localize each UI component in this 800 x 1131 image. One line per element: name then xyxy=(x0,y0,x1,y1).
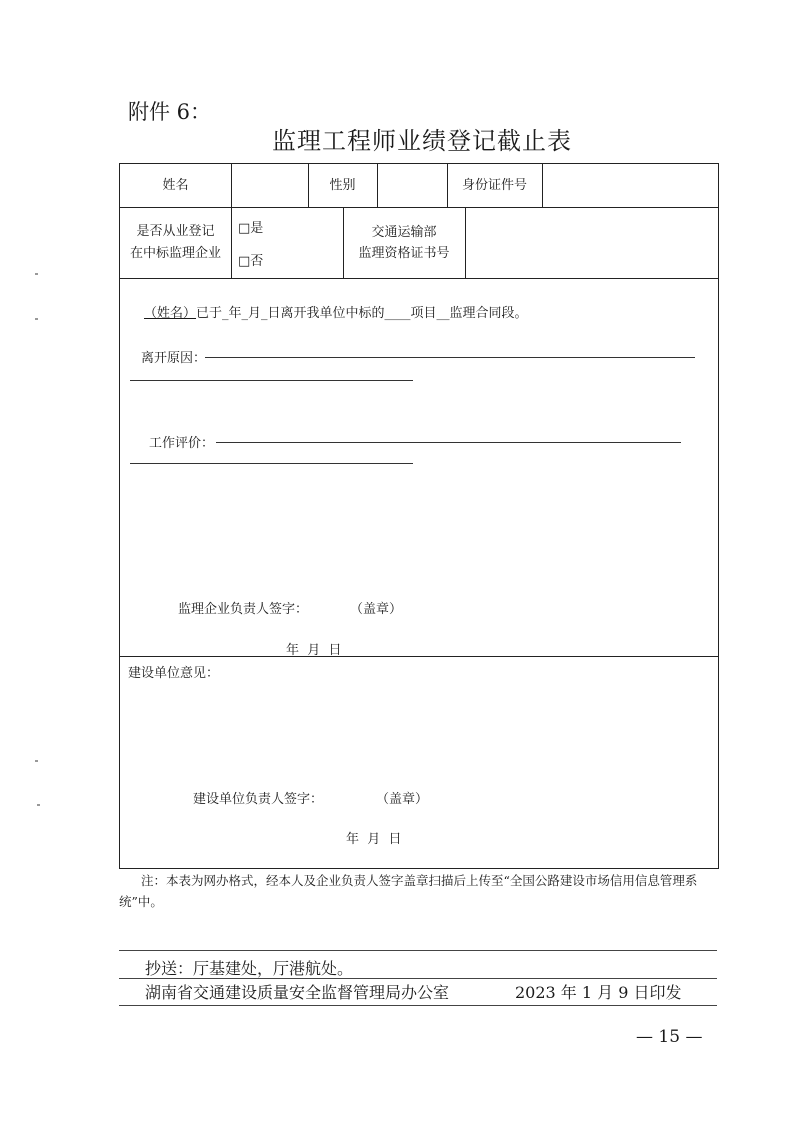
scan-speck xyxy=(35,760,38,762)
builder-date: 年 月 日 xyxy=(346,832,402,847)
supervisor-seal-label: （盖章） xyxy=(350,602,403,617)
form-note: 注：本表为网办格式，经本人及企业负责人签字盖章扫描后上传至“全国公路建设市场信用信息管理系统”中。 xyxy=(119,873,698,909)
id-label: 身份证件号 xyxy=(461,178,527,193)
leave-reason-line[interactable] xyxy=(205,357,695,358)
row-divider xyxy=(120,656,718,657)
gender-field[interactable] xyxy=(378,175,447,196)
registration-form-table xyxy=(119,163,719,869)
option-yes-checkbox[interactable]: □是 xyxy=(238,221,264,236)
registered-label-line1: 是否从业登记 xyxy=(136,224,215,239)
page-number: — 15 — xyxy=(636,1027,703,1047)
row-divider xyxy=(120,207,718,208)
statement-name-placeholder: （姓名） xyxy=(144,306,197,321)
scan-speck xyxy=(37,804,40,806)
cert-label-line1: 交通运输部 xyxy=(371,225,437,240)
work-evaluation-label: 工作评价： xyxy=(149,436,215,451)
builder-opinion-label: 建设单位意见： xyxy=(128,666,220,681)
name-field[interactable] xyxy=(232,175,308,196)
issue-date: 2023 年 1 月 9 日印发 xyxy=(515,983,682,1002)
builder-seal-label: （盖章） xyxy=(376,792,429,807)
id-field[interactable] xyxy=(543,175,717,196)
work-evaluation-line-2[interactable] xyxy=(130,463,413,464)
footer-rule-middle xyxy=(119,978,717,979)
gender-label: 性别 xyxy=(329,178,356,193)
attachment-label: 附件 6： xyxy=(128,100,212,124)
issuer: 湖南省交通建设质量安全监督管理局办公室 xyxy=(145,983,450,1002)
cert-number-field[interactable] xyxy=(466,232,717,253)
scan-speck xyxy=(35,318,38,320)
registered-label-line2: 在中标监理企业 xyxy=(129,246,221,261)
option-no-checkbox[interactable]: □否 xyxy=(238,254,264,269)
cert-label-line2: 监理资格证书号 xyxy=(358,246,450,261)
leave-reason-line-2[interactable] xyxy=(130,380,413,381)
cc-line: 抄送：厅基建处，厅港航处。 xyxy=(145,959,354,978)
supervisor-sign-label: 监理企业负责人签字： xyxy=(178,602,309,617)
scan-speck xyxy=(35,273,38,275)
supervisor-date: 年 月 日 xyxy=(286,643,342,658)
work-evaluation-line[interactable] xyxy=(216,442,681,443)
statement-line xyxy=(144,302,528,321)
builder-sign-label: 建设单位负责人签字： xyxy=(193,792,324,807)
row-divider xyxy=(120,278,718,279)
name-label: 姓名 xyxy=(162,178,189,193)
footer-rule-top xyxy=(119,950,717,951)
page-title: 监理工程师业绩登记截止表 xyxy=(272,127,572,155)
leave-reason-label: 离开原因： xyxy=(141,351,207,366)
col-divider xyxy=(231,207,232,278)
footer-rule-bottom xyxy=(119,1005,717,1006)
statement-text: 已于_年_月_日离开我单位中标的____项目__监理合同段。 xyxy=(196,306,528,321)
